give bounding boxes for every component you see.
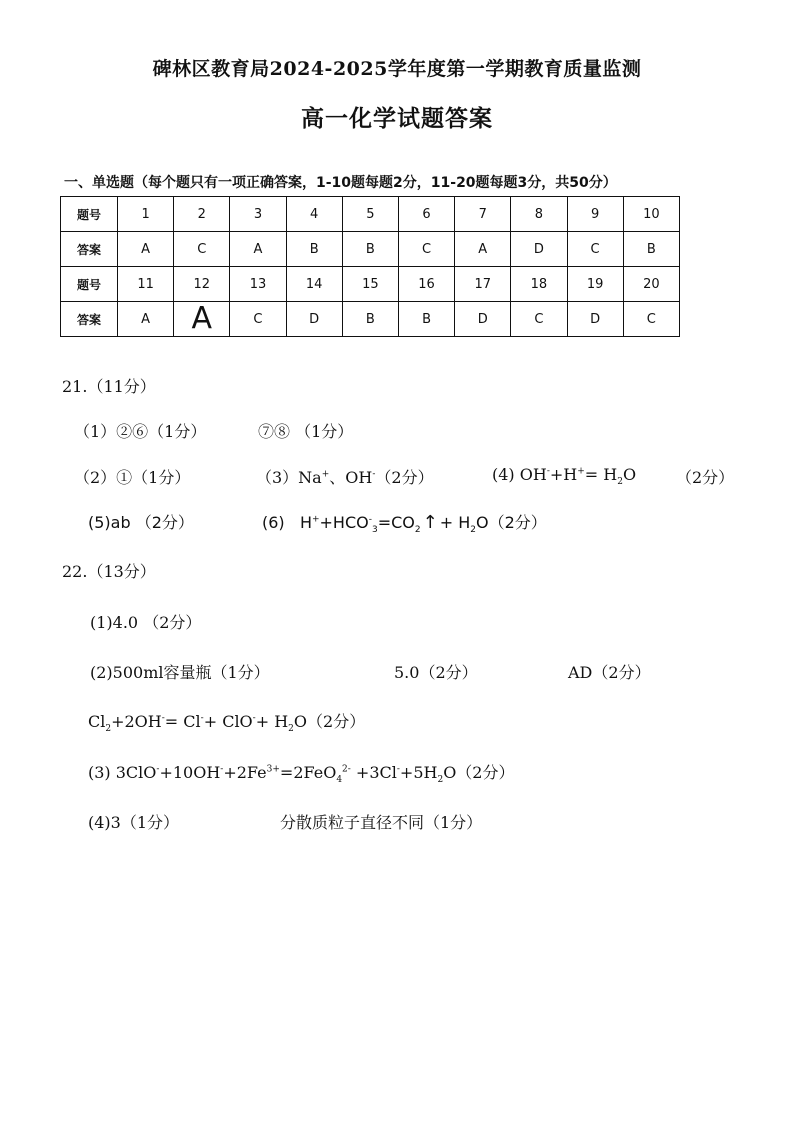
question-number: 16 [398, 267, 454, 302]
answer-cell: D [455, 302, 511, 337]
q21-part1b: ⑦⑧ （1分） [258, 422, 354, 441]
q21-part4-score: （2分） [676, 468, 735, 487]
row-label: 答案 [61, 232, 118, 267]
q22-equation-chlorine: $Cl_2+2OH^-= Cl^-+ ClO^-+ H_2O(2$分） [88, 712, 366, 735]
question-number: 1 [118, 197, 174, 232]
question-number: 19 [567, 267, 623, 302]
answer-cell: D [511, 232, 567, 267]
question-number: 5 [342, 197, 398, 232]
question-number: 18 [511, 267, 567, 302]
answer-cell: C [623, 302, 679, 337]
table-row-answers-2 [61, 302, 680, 337]
table-row-answers-1 [61, 232, 680, 267]
section-heading-single-choice: 一、单选题（每个题只有一项正确答案，1-10题每题2分，11-20题每题3分，共50分） [64, 175, 617, 191]
question-number: 12 [174, 267, 230, 302]
table-row-questions-1 [61, 197, 680, 232]
q22-title: 22.（13分） [62, 562, 156, 581]
q21-part4: (4) $OH^-+H^+= H_2O$ [492, 465, 637, 488]
question-number: 3 [230, 197, 286, 232]
document-title: 碑林区教育局2024-2025学年度第一学期教育质量监测 [152, 58, 642, 80]
q21-part5: (5)ab （2分） [88, 513, 194, 532]
q22-part2c: AD（2分） [568, 663, 651, 682]
q21-part1a: （1）②⑥（1分） [74, 422, 207, 441]
q22-part4b: 分散质粒子直径不同（1分） [280, 813, 483, 832]
answer-cell: C [511, 302, 567, 337]
answer-cell: D [567, 302, 623, 337]
q22-part2b: 5.0（2分） [394, 663, 478, 682]
q21-title: 21.（11分） [62, 377, 156, 396]
q22-part4a: (4)3（1分） [88, 813, 180, 832]
answer-cell: A [455, 232, 511, 267]
question-number: 13 [230, 267, 286, 302]
question-number: 6 [398, 197, 454, 232]
question-number: 7 [455, 197, 511, 232]
answer-cell: A [174, 302, 230, 337]
answer-cell: A [118, 302, 174, 337]
q21-part6: (6) $H^++HCO^-_3=CO_2$ ↑ + $H_2O(2$分） [262, 512, 547, 536]
answer-cell: C [567, 232, 623, 267]
q22-part2a: (2)500ml容量瓶（1分） [90, 663, 270, 682]
row-label: 题号 [61, 197, 118, 232]
document-subtitle: 高一化学试题答案 [301, 105, 493, 132]
answer-cell: A [118, 232, 174, 267]
answer-cell: A [230, 232, 286, 267]
row-label: 答案 [61, 302, 118, 337]
question-number: 4 [286, 197, 342, 232]
question-number: 14 [286, 267, 342, 302]
table-row-questions-2 [61, 267, 680, 302]
answer-cell: B [342, 232, 398, 267]
answer-cell: C [174, 232, 230, 267]
answer-cell: C [398, 232, 454, 267]
question-number: 20 [623, 267, 679, 302]
question-number: 17 [455, 267, 511, 302]
q21-part2: （2）①（1分） [74, 468, 191, 487]
q21-part3: （3）Na+、OH-（2分） [256, 468, 434, 487]
answer-cell: B [286, 232, 342, 267]
question-number: 10 [623, 197, 679, 232]
question-number: 15 [342, 267, 398, 302]
q22-part3: (3) $3ClO^-+10OH^-+2Fe^{3+}=2FeO_4^{2-} +3Cl^-+5H_2O(2$分） [88, 763, 515, 786]
answer-table [60, 196, 680, 337]
answer-cell: B [398, 302, 454, 337]
question-number: 8 [511, 197, 567, 232]
question-number: 11 [118, 267, 174, 302]
answer-cell: C [230, 302, 286, 337]
answer-cell: B [342, 302, 398, 337]
answer-cell: B [623, 232, 679, 267]
row-label: 题号 [61, 267, 118, 302]
answer-cell: D [286, 302, 342, 337]
q22-part1: (1)4.0 （2分） [90, 613, 202, 632]
question-number: 2 [174, 197, 230, 232]
question-number: 9 [567, 197, 623, 232]
